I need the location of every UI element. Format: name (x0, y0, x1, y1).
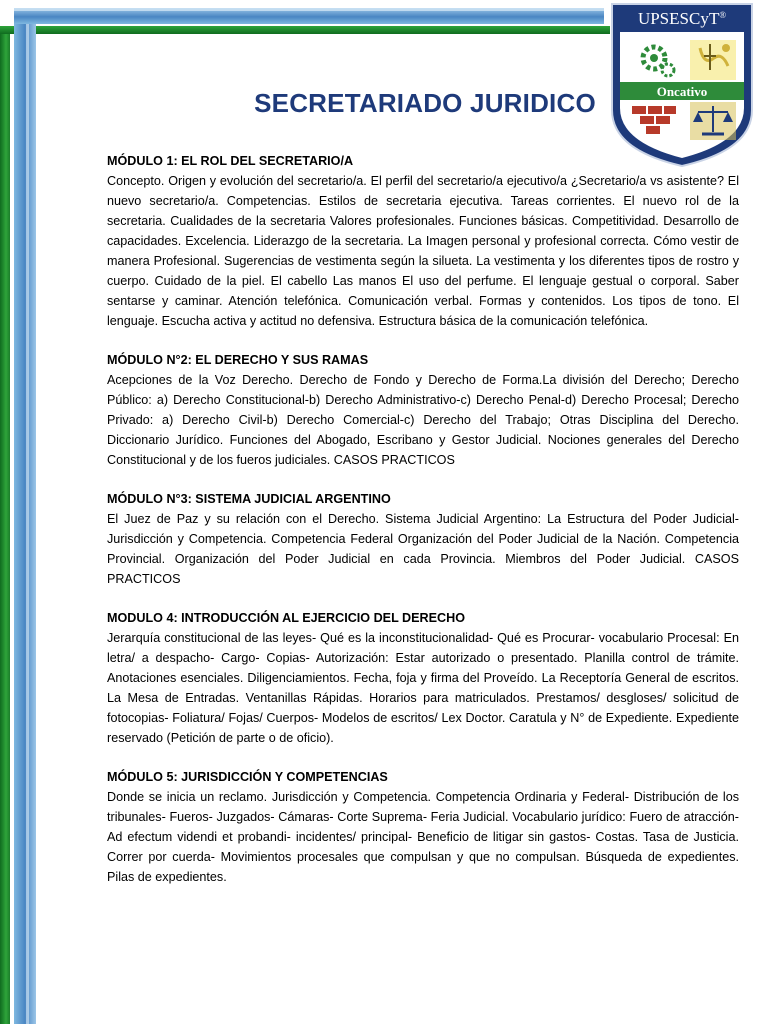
module-3-section (107, 489, 739, 589)
module-heading: MÓDULO N°2: EL DERECHO Y SUS RAMAS (107, 353, 369, 367)
institution-logo (602, 0, 762, 170)
decorative-border-blue-vertical (14, 14, 36, 1024)
module-heading: MÓDULO 1: EL ROL DEL SECRETARIO/A (107, 154, 354, 168)
decorative-border-green-vertical (0, 26, 10, 1024)
decorative-border-highlight-top (14, 8, 604, 11)
module-heading: MODULO 4: INTRODUCCIÓN AL EJERCICIO DEL DERECHO (107, 611, 466, 625)
logo-location-text: Oncativo (656, 84, 708, 99)
module-body: Concepto. Origen y evolución del secretario/a. El perfil del secretario/a ejecutivo/a ¿Secretario/a vs asistente? El nuevo secretario/a. Competencias. Estilos de secretaria ejecutiva. Tareas corrientes. El nuevo rol de la secretaria. Cualidades de la secretaria Valores profesionales. Funciones básicas. Competitividad. Desarrollo de capacidades. Excelencia. Liderazgo de la secretaria. La Imagen personal y profesional correcta. Cómo vestir de manera Profesional. Sugerencias de vestimenta según la silueta. La vestimenta y los diferentes tipos de rostro y cuerpo. Cuidado de la piel. El cabello Las manos El uso del perfume. El lenguaje gestual o corporal. Saber sentarse y caminar. Atención telefónica. Comunicación verbal. Formas y contenidos. Los tipos de tono. El lenguaje. Escucha activa y actitud no defensiva. Estructura básica de la comunicación telefónica. (107, 174, 739, 328)
module-body: Acepciones de la Voz Derecho. Derecho de Fondo y Derecho de Forma.La división del Derecho; Derecho Público: a) Derecho Constitucional-b) Derecho Administrativo-c) Derecho Penal-d) Derecho Procesal; Derecho Privado: a) Derecho Civil-b) Derecho Comercial-c) Derecho del Trabajo; Otras Disciplina del Derecho. Diccionario Jurídico. Funciones del Abogado, Escribano y Gestor Judicial. Nociones generales del Derecho Constitucional y de los fueros judiciales. CASOS PRACTICOS (107, 373, 739, 467)
module-1-section (107, 151, 739, 331)
module-2-section (107, 350, 739, 470)
decorative-border-green-horizontal (0, 26, 610, 34)
module-body: Jerarquía constitucional de las leyes- Qué es la inconstitucionalidad- Qué es Procurar- vocabulario Procesal: En letra/ a despacho- Cargo- Copias- Autorización: Estar autorizado o presentado. Planilla control de trámite. Anotaciones esenciales. Diligenciamientos. Fecha, foja y firma del Proveído. La Receptoría General de escritos. La Mesa de Entradas. Ventanillas Rápidas. Horarios para matriculados. Prestamos/ desgloses/ solicitud de fotocopias- Foliatura/ Fojas/ Cuerpos- Modelos de escritos/ Lex Doctor. Caratula y N° de Expediente. Expediente reservado (Petición de parte o de oficio). (107, 631, 739, 745)
module-heading: MÓDULO 5: JURISDICCIÓN Y COMPETENCIAS (107, 770, 388, 784)
decorative-border-highlight (26, 18, 29, 1024)
module-body: El Juez de Paz y su relación con el Derecho. Sistema Judicial Argentino: La Estructura del Poder Judicial- Jurisdicción y Competencia. Competencia Federal Organización del Poder Judicial de la Nación. Competencia Provincial. Organización del Poder Judicial en cada Provincia. Miembros del Poder Judicial. CASOS PRACTICOS (107, 512, 739, 586)
module-4-section (107, 608, 739, 748)
module-5-section (107, 767, 739, 887)
logo-name-text: UPSESCyT® (637, 9, 727, 28)
module-heading: MÓDULO N°3: SISTEMA JUDICIAL ARGENTINO (107, 492, 391, 506)
module-body: Donde se inicia un reclamo. Jurisdicción y Competencia. Competencia Ordinaria y Federal- Distribución de los tribunales- Fueros- Juzgados- Cámaras- Corte Suprema- Feria Judicial. Vocabulario jurídico: Fuero de atracción- Ad efectum videndi et probandi- incidentes/ principal- Beneficio de litigar sin gastos- Costas. Tasa de Justicia. Correr por cuerda- Movimientos procesales que compulsan y que no compulsan. Búsqueda de expedientes. Pilas de expedientes. (107, 790, 739, 884)
page-title: SECRETARIADO JURIDICO (254, 88, 596, 118)
document-body (107, 151, 739, 906)
medical-icon (690, 40, 736, 80)
